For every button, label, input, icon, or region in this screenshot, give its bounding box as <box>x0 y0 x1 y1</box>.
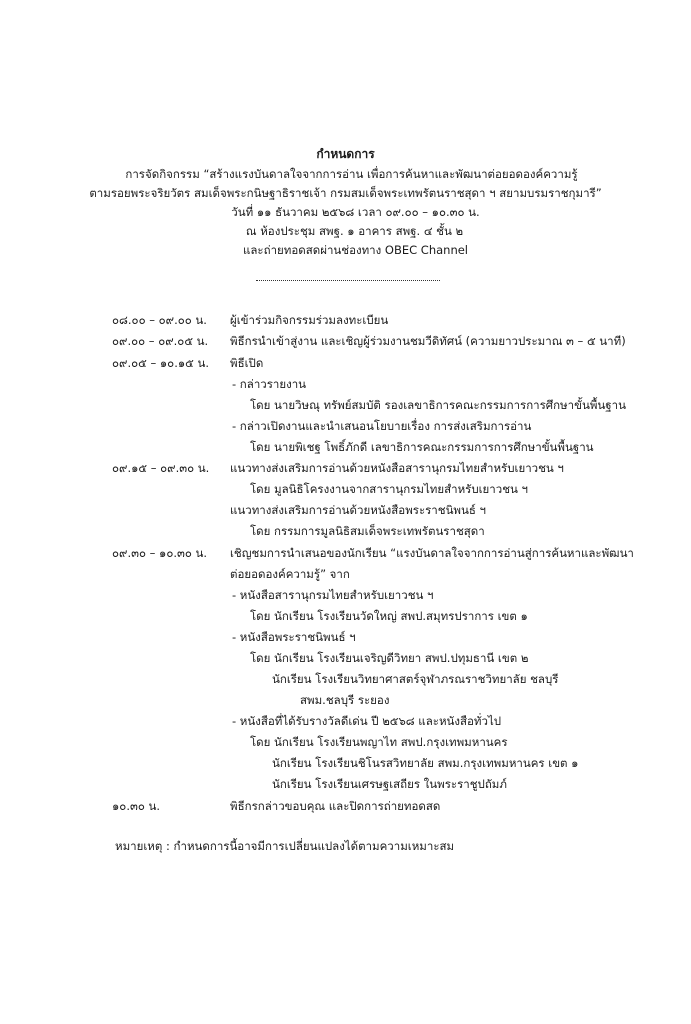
school-wat-yai: โดย นักเรียน โรงเรียนวัดใหญ่ สพป.สมุทรปราการ เขต ๑ <box>250 609 528 623</box>
activity-intro-video: พิธีกรนำเข้าสู่งาน และเชิญผู้ร่วมงานชมวีดิทัศน์ (ความยาวประมาณ ๓ – ๕ นาที) <box>230 334 626 348</box>
school-charoendee: โดย นักเรียน โรงเรียนเจริญดีวิทยา สพป.ปทุมธานี เขต ๒ <box>250 651 529 665</box>
book-royal-writings: - หนังสือพระราชนิพนธ์ ฯ <box>232 630 356 644</box>
opening-report-speaker: โดย นายวิษณุ ทรัพย์สมบัติ รองเลขาธิการคณะกรรมการการศึกษาขั้นพื้นฐาน <box>250 398 626 412</box>
event-date: วันที่ ๑๑ ธันวาคม ๒๕๖๘ เวลา ๐๙.๐๐ – ๑๐.๓๐ น. <box>231 205 480 219</box>
opening-report: - กล่าวรายงาน <box>232 377 307 391</box>
activity-registration: ผู้เข้าร่วมกิจกรรมร่วมลงทะเบียน <box>230 313 389 327</box>
activity-encyclopedia-guideline: แนวทางส่งเสริมการอ่านด้วยหนังสือสารานุกรมไทยสำหรับเยาวชน ฯ <box>230 461 564 475</box>
school-phayathai: โดย นักเรียน โรงเรียนพญาไท สพป.กรุงเทพมหานคร <box>250 735 508 749</box>
time-slot-4: ๐๙.๑๕ – ๐๙.๓๐ น. <box>112 461 210 475</box>
opening-speech: - กล่าวเปิดงานและนำเสนอนโยบายเรื่อง การส่งเสริมการอ่าน <box>232 419 532 433</box>
time-slot-5: ๐๙.๓๐ – ๑๐.๓๐ น. <box>112 546 208 560</box>
activity-student-presentation: เชิญชมการนำเสนอของนักเรียน “แรงบันดาลใจจากการอ่านสู่การค้นหาและพัฒนา <box>230 546 634 560</box>
footnote: หมายเหตุ : กำหนดการนี้อาจมีการเปลี่ยนแปลงได้ตามความเหมาะสม <box>115 839 455 853</box>
activity-student-presentation-cont: ต่อยอดองค์ความรู้” จาก <box>230 567 350 581</box>
time-slot-3: ๐๙.๐๕ – ๑๐.๑๕ น. <box>112 356 210 370</box>
book-award-winning: - หนังสือที่ได้รับรางวัลดีเด่น ปี ๒๕๖๘ และหนังสือทั่วไป <box>232 714 502 728</box>
school-pcshs-chonburi: นักเรียน โรงเรียนวิทยาศาสตร์จุฬาภรณราชวิทยาลัย ชลบุรี <box>272 672 559 686</box>
document-title: กำหนดการ <box>316 147 375 161</box>
event-name-line-1: การจัดกิจกรรม “สร้างแรงบันดาลใจจากการอ่าน เพื่อการค้นหาและพัฒนาต่อยอดองค์ความรู้ <box>125 167 578 181</box>
time-slot-1: ๐๘.๐๐ – ๐๙.๐๐ น. <box>112 313 207 327</box>
book-encyclopedia: - หนังสือสารานุกรมไทยสำหรับเยาวชน ฯ <box>232 588 434 602</box>
encyclopedia-presenter: โดย มูลนิธิโครงงานจากสารานุกรมไทยสำหรับเยาวชน ฯ <box>250 482 528 496</box>
time-slot-2: ๐๙.๐๐ – ๐๙.๐๕ น. <box>112 334 209 348</box>
event-broadcast: และถ่ายทอดสดผ่านช่องทาง OBEC Channel <box>242 243 469 257</box>
dotted-divider <box>256 280 440 281</box>
opening-speech-speaker: โดย นายพิเชฐ โพธิ์ภักดี เลขาธิการคณะกรรมการการศึกษาขั้นพื้นฐาน <box>250 440 594 454</box>
school-chinorot: นักเรียน โรงเรียนชิโนรสวิทยาลัย สพม.กรุงเทพมหานคร เขต ๑ <box>272 756 579 770</box>
activity-opening: พิธีเปิด <box>230 356 264 370</box>
school-setthasathian: นักเรียน โรงเรียนเศรษฐเสถียร ในพระราชูปถัมภ์ <box>272 777 507 791</box>
royal-writings-presenter: โดย กรรมการมูลนิธิสมเด็จพระเทพรัตนราชสุดา <box>250 524 485 538</box>
activity-closing: พิธีกรกล่าวขอบคุณ และปิดการถ่ายทอดสด <box>230 799 441 813</box>
school-pcshs-chonburi-area: สพม.ชลบุรี ระยอง <box>300 693 390 707</box>
time-slot-6: ๑๐.๓๐ น. <box>112 799 161 813</box>
activity-royal-writings-guideline: แนวทางส่งเสริมการอ่านด้วยหนังสือพระราชนิพนธ์ ฯ <box>230 503 487 517</box>
event-name-line-2: ตามรอยพระจริยวัตร สมเด็จพระกนิษฐาธิราชเจ้า กรมสมเด็จพระเทพรัตนราชสุดา ฯ สยามบรมราชกุมารี” <box>89 186 602 200</box>
event-venue: ณ ห้องประชุม สพฐ. ๑ อาคาร สพฐ. ๔ ชั้น ๒ <box>245 224 464 238</box>
